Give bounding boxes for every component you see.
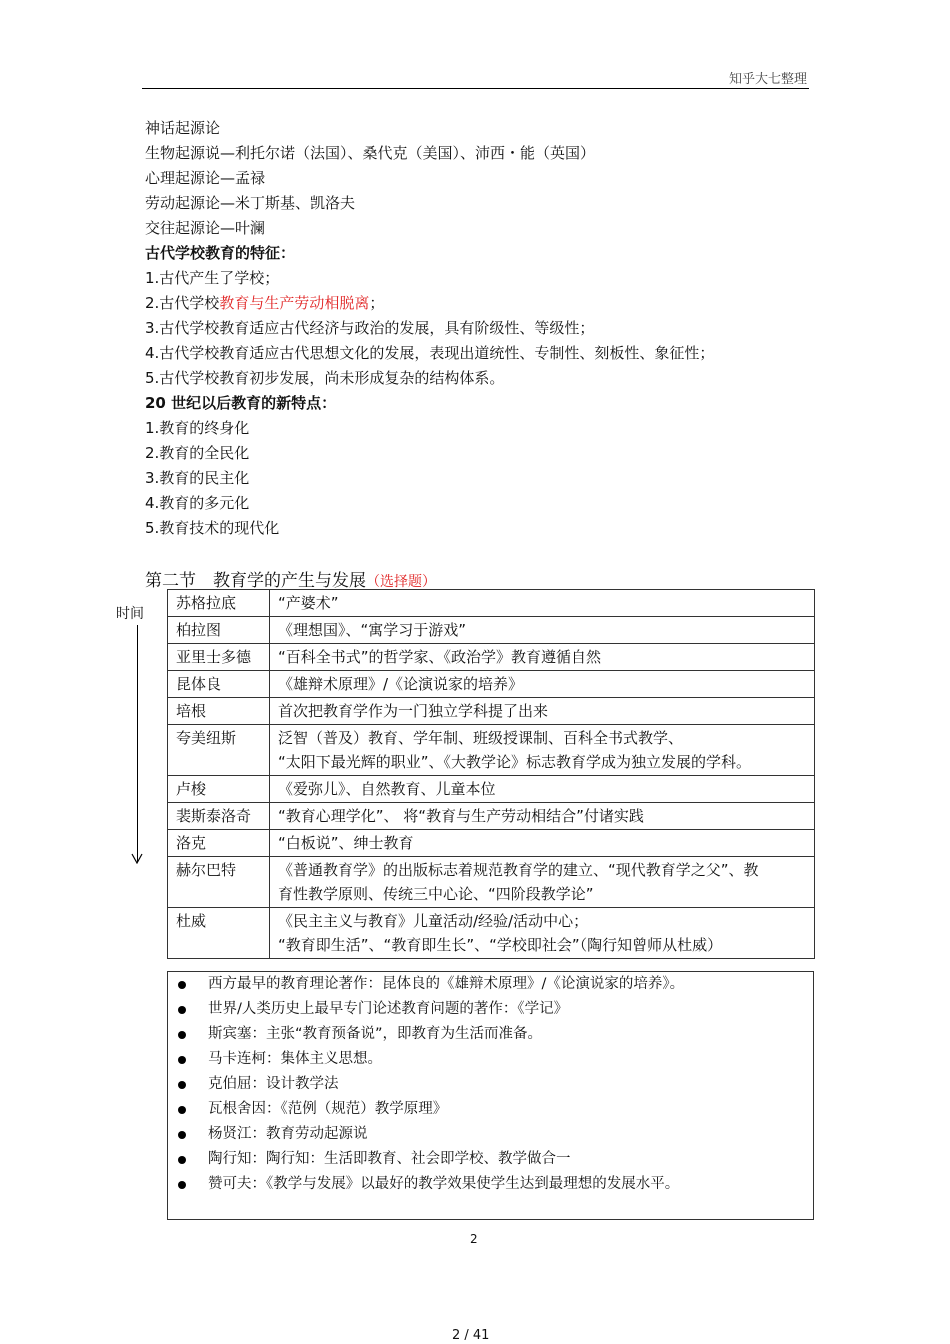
table-cell-desc	[270, 644, 815, 671]
timeline-label: 时间	[116, 606, 144, 622]
table-row	[168, 671, 815, 698]
table-cell-desc	[270, 698, 815, 725]
bullet-text: 克伯屈：设计教学法	[208, 1076, 339, 1092]
table-row	[168, 725, 815, 776]
bullet-icon	[178, 981, 186, 989]
bullet-text: 马卡连柯：集体主义思想。	[208, 1051, 382, 1067]
table-cell-name: 卢梭	[168, 776, 270, 803]
origin-line: 交往起源论—叶澜	[145, 219, 266, 237]
table-row	[168, 857, 815, 908]
ancient-item-suffix: ；	[369, 294, 385, 312]
ancient-heading: 古代学校教育的特征：	[145, 244, 296, 262]
desc-line: 泛智（普及）教育、学年制、班级授课制、百科全书式教学、	[278, 729, 684, 747]
desc-line: 《雄辩术原理》/《论演说家的培养》	[278, 675, 524, 693]
desc-line: “产婆术”	[278, 594, 339, 612]
modern-item: 4.教育的多元化	[145, 494, 250, 512]
origin-line: 心理起源论—孟禄	[145, 169, 266, 187]
desc-line: “教育心理学化”、 将“教育与生产劳动相结合”付诸实践	[278, 807, 644, 825]
bullet-text: 陶行知：陶行知：生活即教育、社会即学校、教学做合一	[208, 1151, 571, 1167]
header-rule	[142, 88, 809, 89]
table-row	[168, 644, 815, 671]
bullet-text: 杨贤江：教育劳动起源说	[208, 1126, 368, 1142]
table-cell-desc	[270, 908, 815, 959]
bullet-icon	[178, 1106, 186, 1114]
table-cell-desc	[270, 776, 815, 803]
section-title	[145, 566, 436, 591]
origin-line: 生物起源说—利托尔诺（法国）、桑代克（美国）、沛西・能（英国）	[145, 144, 596, 162]
modern-item: 2.教育的全民化	[145, 444, 250, 462]
table-cell-desc	[270, 617, 815, 644]
table-cell-desc	[270, 803, 815, 830]
ancient-item: 5.古代学校教育初步发展，尚未形成复杂的结构体系。	[145, 369, 505, 387]
modern-item: 5.教育技术的现代化	[145, 519, 280, 537]
bullet-icon	[178, 1056, 186, 1064]
table-row	[168, 617, 815, 644]
summary-box	[167, 971, 814, 1220]
bullet-icon	[178, 1156, 186, 1164]
bullet-text: 西方最早的教育理论著作：昆体良的《雄辩术原理》/《论演说家的培养》。	[208, 976, 685, 992]
timeline-arrow-line	[137, 625, 138, 862]
table-row	[168, 590, 815, 617]
content-body	[145, 116, 825, 541]
bullet-text: 世界/人类历史上最早专门论述教育问题的著作：《学记》	[208, 1001, 569, 1017]
bullet-text: 赞可夫：《教学与发展》以最好的教学效果使学生达到最理想的发展水平。	[208, 1176, 680, 1192]
ancient-item: 3.古代学校教育适应古代经济与政治的发展，具有阶级性、等级性；	[145, 319, 595, 337]
table-row	[168, 776, 815, 803]
ancient-item: 4.古代学校教育适应古代思想文化的发展，表现出道统性、专制性、刻板性、象征性；	[145, 344, 715, 362]
header-text: 知乎大七整理	[728, 72, 807, 87]
table-cell-name: 亚里士多德	[168, 644, 270, 671]
table-cell-desc	[270, 725, 815, 776]
desc-line: 《普通教育学》的出版标志着规范教育学的建立、“现代教育学之父”、教	[278, 861, 759, 879]
bullet-icon	[178, 1081, 186, 1089]
table-cell-name: 杜威	[168, 908, 270, 959]
arrow-down-icon	[131, 852, 143, 864]
desc-line: 《爱弥儿》、自然教育、儿童本位	[278, 780, 496, 798]
highlight-text: 教育与生产劳动相脱离	[219, 294, 370, 312]
bullet-icon	[178, 1031, 186, 1039]
table-cell-name: 赫尔巴特	[168, 857, 270, 908]
table-cell-name: 裴斯泰洛奇	[168, 803, 270, 830]
table-row	[168, 698, 815, 725]
bullet-text: 瓦根舍因：《范例（规范）教学原理》	[208, 1101, 448, 1117]
table-cell-name: 洛克	[168, 830, 270, 857]
table-cell-desc	[270, 830, 815, 857]
modern-item: 3.教育的民主化	[145, 469, 250, 487]
table-row	[168, 908, 815, 959]
section-title-text: 第二节 教育学的产生与发展	[145, 571, 366, 591]
modern-heading: 20 世纪以后教育的新特点：	[145, 394, 337, 412]
desc-line: “白板说”、绅士教育	[278, 834, 414, 852]
desc-line: 育性教学原则、传统三中心论、“四阶段教学论”	[278, 885, 594, 903]
desc-line: 《民主主义与教育》儿童活动/经验/活动中心；	[278, 912, 589, 930]
desc-line: 首次把教育学作为一门独立学科提了出来	[278, 702, 549, 720]
origin-line: 劳动起源论—米丁斯基、凯洛夫	[145, 194, 356, 212]
table-cell-name: 苏格拉底	[168, 590, 270, 617]
table-cell-desc	[270, 857, 815, 908]
table-row	[168, 830, 815, 857]
table-cell-name: 昆体良	[168, 671, 270, 698]
table-row	[168, 803, 815, 830]
desc-line: “太阳下最光辉的职业”、《大教学论》标志教育学成为独立发展的学科。	[278, 753, 752, 771]
desc-line: “教育即生活”、“教育即生长”、“学校即社会”（陶行知曾师从杜威）	[278, 936, 723, 954]
ancient-item	[145, 291, 825, 316]
bullet-icon	[178, 1181, 186, 1189]
table-cell-name: 夸美纽斯	[168, 725, 270, 776]
modern-item: 1.教育的终身化	[145, 419, 250, 437]
history-table	[167, 589, 815, 959]
section-tag: （选择题）	[366, 574, 436, 590]
bullet-icon	[178, 1006, 186, 1014]
table-cell-name: 柏拉图	[168, 617, 270, 644]
bullet-text: 斯宾塞：主张“教育预备说”，即教育为生活而准备。	[208, 1026, 543, 1042]
page-indicator: 2 / 41	[452, 1328, 490, 1343]
desc-line: 《理想国》、“寓学习于游戏”	[278, 621, 467, 639]
page-number: 2	[470, 1232, 478, 1246]
table-cell-name: 培根	[168, 698, 270, 725]
bullet-icon	[178, 1131, 186, 1139]
table-cell-desc	[270, 671, 815, 698]
origin-line: 神话起源论	[145, 119, 221, 137]
ancient-item-prefix: 2.古代学校	[145, 294, 220, 312]
table-cell-desc	[270, 590, 815, 617]
desc-line: “百科全书式”的哲学家、《政治学》教育遵循自然	[278, 648, 602, 666]
ancient-item: 1.古代产生了学校；	[145, 269, 280, 287]
